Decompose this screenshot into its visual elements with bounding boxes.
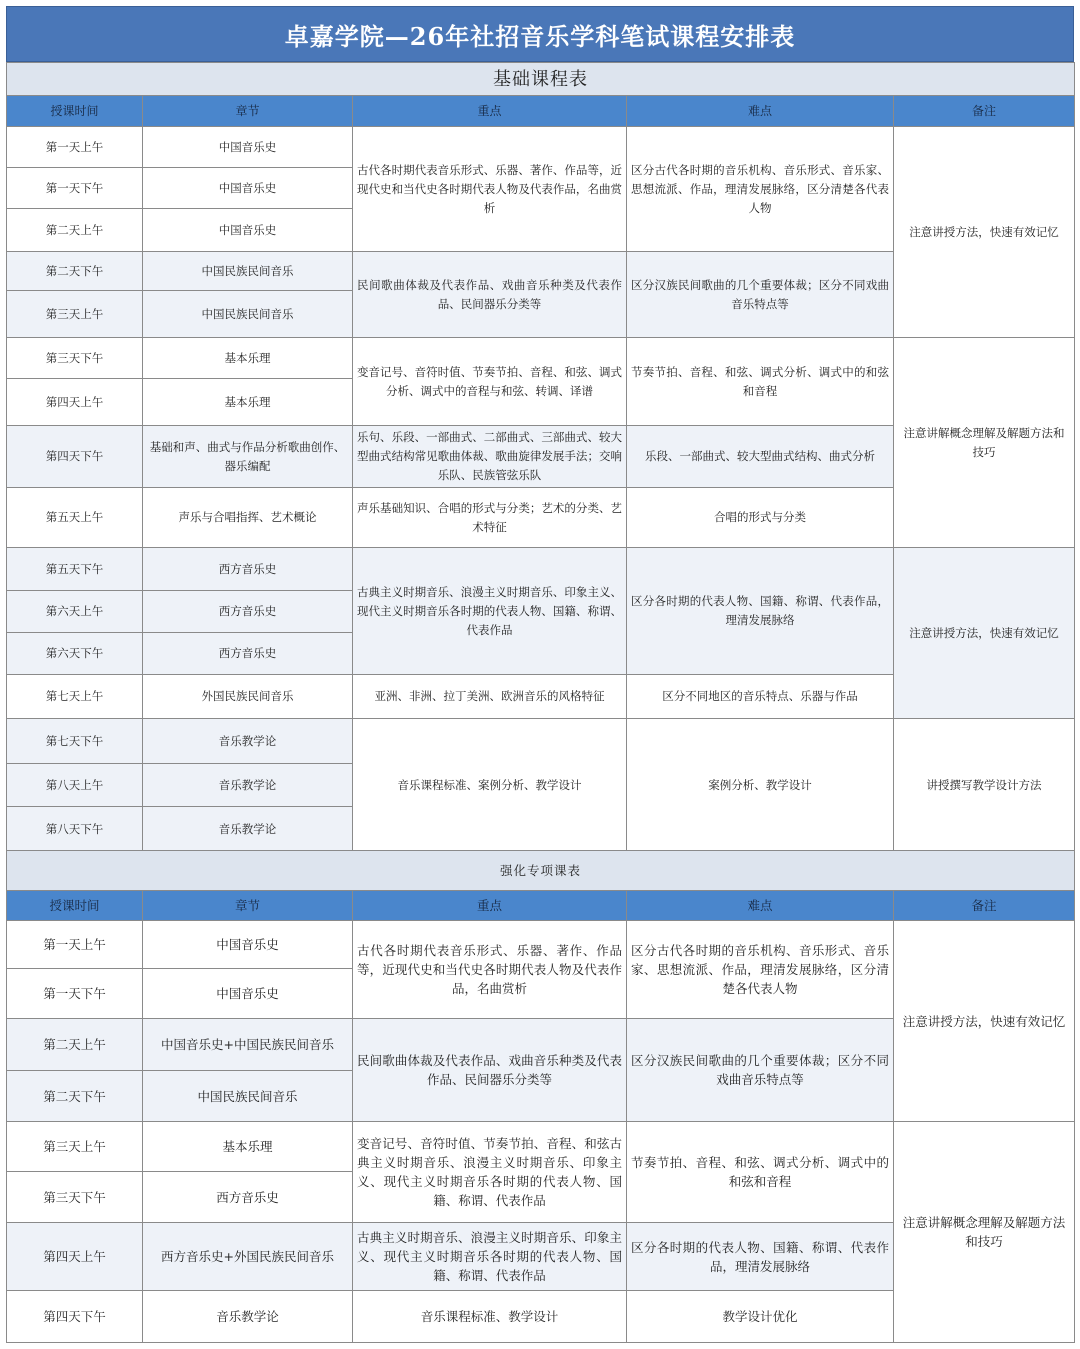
key-points-cell: 古代各时期代表音乐形式、乐器、著作、作品等，近现代史和当代史各时期代表人物及代表作品，名曲赏析: [353, 127, 627, 252]
notes-cell: 注意讲解概念理解及解题方法和技巧: [894, 338, 1075, 548]
row-time: 第一天下午: [7, 168, 143, 209]
section-title-intensive: 强化专项课表: [7, 851, 1075, 891]
row-chapter: 基本乐理: [143, 1122, 353, 1172]
row-chapter: 音乐教学论: [143, 764, 353, 807]
row-chapter: 音乐教学论: [143, 1291, 353, 1343]
row-chapter: 基本乐理: [143, 379, 353, 426]
header-notes: 备注: [894, 891, 1075, 921]
key-points-cell: 古典主义时期音乐、浪漫主义时期音乐、印象主义、现代主义时期音乐各时期的代表人物、国籍、称谓、代表作品: [353, 548, 627, 675]
basic-course-table: [6, 62, 1075, 852]
row-chapter: 中国民族民间音乐: [143, 1071, 353, 1122]
row-chapter: 中国民族民间音乐: [143, 252, 353, 291]
page-title: 卓嘉学院—26年社招音乐学科笔试课程安排表: [6, 6, 1074, 62]
difficulties-cell: 乐段、一部曲式、较大型曲式结构、曲式分析: [627, 426, 894, 488]
row-chapter: 基本乐理: [143, 338, 353, 379]
header-notes: 备注: [894, 96, 1075, 127]
row-time: 第七天下午: [7, 719, 143, 764]
row-time: 第三天上午: [7, 291, 143, 338]
notes-cell: 注意讲授方法，快速有效记忆: [894, 127, 1075, 338]
header-key-points: 重点: [353, 96, 627, 127]
row-time: 第六天上午: [7, 591, 143, 633]
row-chapter: 西方音乐史: [143, 1172, 353, 1223]
row-time: 第二天下午: [7, 1071, 143, 1122]
row-chapter: 外国民族民间音乐: [143, 675, 353, 719]
table-row: [7, 548, 1075, 591]
difficulties-cell: 区分古代各时期的音乐机构、音乐形式、音乐家、思想流派、作品，理清发展脉络，区分清楚各代表人物: [627, 127, 894, 252]
table-row: [7, 127, 1075, 168]
key-points-cell: 古典主义时期音乐、浪漫主义时期音乐、印象主义、现代主义时期音乐各时期的代表人物、国籍、称谓、代表作品: [353, 1223, 627, 1291]
key-points-cell: 变音记号、音符时值、节奏节拍、音程、和弦古典主义时期音乐、浪漫主义时期音乐、印象主义、现代主义时期音乐各时期的代表人物、国籍、称谓、代表作品: [353, 1122, 627, 1223]
row-chapter: 西方音乐史: [143, 633, 353, 675]
row-chapter: 中国音乐史: [143, 921, 353, 969]
row-chapter: 基础和声、曲式与作品分析歌曲创作、器乐编配: [143, 426, 353, 488]
row-time: 第二天上午: [7, 209, 143, 252]
row-chapter: 中国音乐史: [143, 127, 353, 168]
header-time: 授课时间: [7, 96, 143, 127]
row-time: 第七天上午: [7, 675, 143, 719]
difficulties-cell: 节奏节拍、音程、和弦、调式分析、调式中的和弦和音程: [627, 338, 894, 426]
difficulties-cell: 区分汉族民间歌曲的几个重要体裁；区分不同戏曲音乐特点等: [627, 252, 894, 338]
row-chapter: 中国音乐史: [143, 168, 353, 209]
key-points-cell: 变音记号、音符时值、节奏节拍、音程、和弦、调式分析、调式中的音程与和弦、转调、译谱: [353, 338, 627, 426]
row-time: 第二天下午: [7, 252, 143, 291]
row-time: 第三天下午: [7, 338, 143, 379]
notes-cell: 注意讲解概念理解及解题方法和技巧: [894, 1122, 1075, 1343]
difficulties-cell: 区分不同地区的音乐特点、乐器与作品: [627, 675, 894, 719]
row-time: 第三天上午: [7, 1122, 143, 1172]
key-points-cell: 亚洲、非洲、拉丁美洲、欧洲音乐的风格特征: [353, 675, 627, 719]
row-time: 第一天上午: [7, 921, 143, 969]
notes-cell: 注意讲授方法，快速有效记忆: [894, 548, 1075, 719]
notes-cell: 讲授撰写教学设计方法: [894, 719, 1075, 852]
intensive-course-table: [6, 850, 1075, 1343]
section-title-basic: 基础课程表: [7, 63, 1075, 96]
row-time: 第四天上午: [7, 1223, 143, 1291]
table-row: [7, 338, 1075, 379]
row-time: 第六天下午: [7, 633, 143, 675]
row-time: 第一天下午: [7, 969, 143, 1019]
row-time: 第八天下午: [7, 807, 143, 852]
key-points-cell: 音乐课程标准、教学设计: [353, 1291, 627, 1343]
row-chapter: 声乐与合唱指挥、艺术概论: [143, 488, 353, 548]
row-time: 第四天下午: [7, 426, 143, 488]
row-chapter: 中国音乐史+中国民族民间音乐: [143, 1019, 353, 1071]
row-chapter: 西方音乐史: [143, 548, 353, 591]
difficulties-cell: 案例分析、教学设计: [627, 719, 894, 852]
row-chapter: 西方音乐史+外国民族民间音乐: [143, 1223, 353, 1291]
header-key-points: 重点: [353, 891, 627, 921]
row-time: 第八天上午: [7, 764, 143, 807]
row-chapter: 音乐教学论: [143, 807, 353, 852]
table-row: [7, 921, 1075, 969]
key-points-cell: 古代各时期代表音乐形式、乐器、著作、作品等，近现代史和当代史各时期代表人物及代表作品，名曲赏析: [353, 921, 627, 1019]
row-time: 第五天上午: [7, 488, 143, 548]
row-time: 第三天下午: [7, 1172, 143, 1223]
notes-cell: 注意讲授方法，快速有效记忆: [894, 921, 1075, 1122]
key-points-cell: 民间歌曲体裁及代表作品、戏曲音乐种类及代表作品、民间器乐分类等: [353, 1019, 627, 1122]
row-chapter: 中国音乐史: [143, 969, 353, 1019]
table-row: [7, 1122, 1075, 1172]
difficulties-cell: 区分各时期的代表人物、国籍、称谓、代表作品，理清发展脉络: [627, 1223, 894, 1291]
key-points-cell: 乐句、乐段、一部曲式、二部曲式、三部曲式、较大型曲式结构常见歌曲体裁、歌曲旋律发展手法；交响乐队、民族管弦乐队: [353, 426, 627, 488]
row-chapter: 音乐教学论: [143, 719, 353, 764]
table-row: [7, 719, 1075, 764]
row-chapter: 西方音乐史: [143, 591, 353, 633]
row-time: 第四天上午: [7, 379, 143, 426]
row-chapter: 中国民族民间音乐: [143, 291, 353, 338]
difficulties-cell: 区分各时期的代表人物、国籍、称谓、代表作品，理清发展脉络: [627, 548, 894, 675]
key-points-cell: 民间歌曲体裁及代表作品、戏曲音乐种类及代表作品、民间器乐分类等: [353, 252, 627, 338]
key-points-cell: 声乐基础知识、合唱的形式与分类；艺术的分类、艺术特征: [353, 488, 627, 548]
header-chapter: 章节: [143, 891, 353, 921]
row-time: 第五天下午: [7, 548, 143, 591]
row-time: 第一天上午: [7, 127, 143, 168]
difficulties-cell: 合唱的形式与分类: [627, 488, 894, 548]
header-difficulties: 难点: [627, 891, 894, 921]
difficulties-cell: 教学设计优化: [627, 1291, 894, 1343]
header-difficulties: 难点: [627, 96, 894, 127]
row-time: 第四天下午: [7, 1291, 143, 1343]
row-chapter: 中国音乐史: [143, 209, 353, 252]
header-chapter: 章节: [143, 96, 353, 127]
difficulties-cell: 节奏节拍、音程、和弦、调式分析、调式中的和弦和音程: [627, 1122, 894, 1223]
difficulties-cell: 区分古代各时期的音乐机构、音乐形式、音乐家、思想流派、作品，理清发展脉络，区分清楚各代表人物: [627, 921, 894, 1019]
row-time: 第二天上午: [7, 1019, 143, 1071]
key-points-cell: 音乐课程标准、案例分析、教学设计: [353, 719, 627, 852]
difficulties-cell: 区分汉族民间歌曲的几个重要体裁；区分不同戏曲音乐特点等: [627, 1019, 894, 1122]
header-time: 授课时间: [7, 891, 143, 921]
